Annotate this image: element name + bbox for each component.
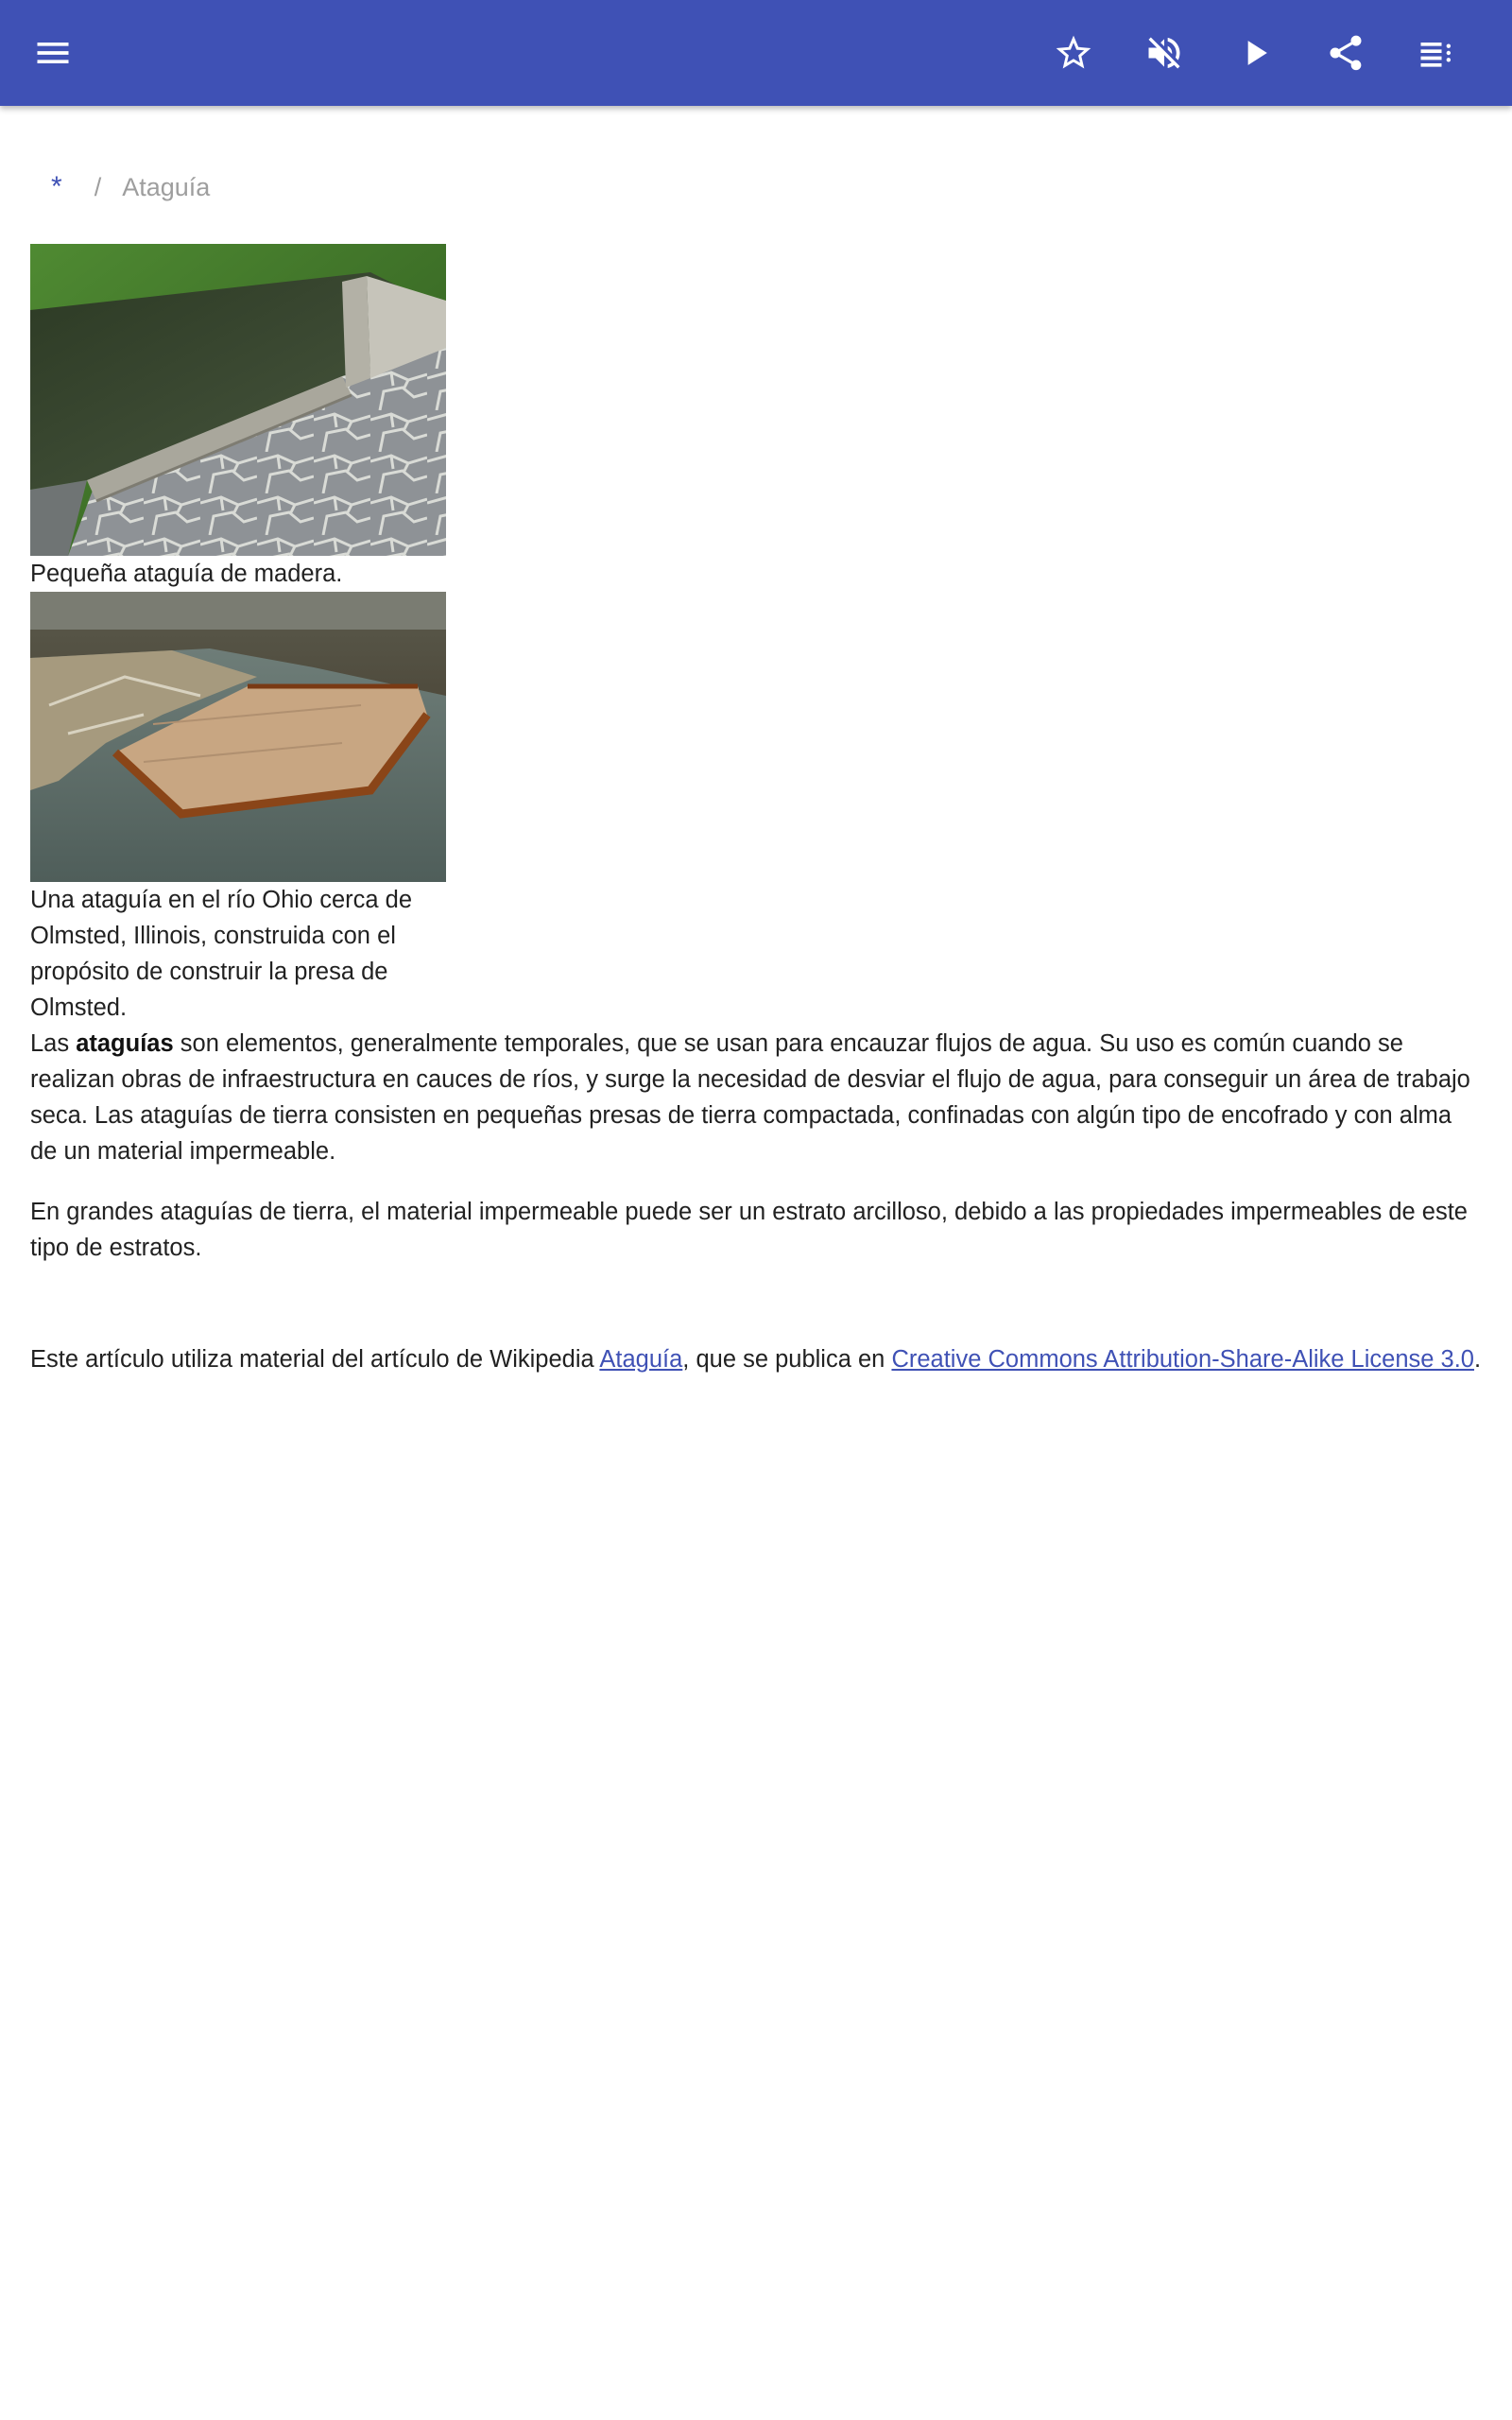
app-bar [0, 0, 1512, 106]
breadcrumb-separator: / [94, 172, 102, 201]
license-link[interactable]: Creative Commons Attribution-Share-Alike License 3.0 [891, 1346, 1474, 1373]
paragraph-text: son elementos, generalmente temporales, que se usan para encauzar flujos de agua. Su uso es común cuando se realizan obras de infraestructura en cauces de ríos, y surge la necesidad de desviar el flujo de agua, para conseguir un área de trabajo seca. Las ataguías de tierra consisten en pequeñas presas de tierra compactada, confinadas con algún tipo de encofrado y con alma de un material impermeable. [30, 1030, 1470, 1165]
playlist-icon[interactable] [1406, 23, 1467, 83]
figure-caption-1: Pequeña ataguía de madera. [30, 561, 343, 587]
volume-off-icon[interactable] [1134, 23, 1194, 83]
article-paragraph-1 [30, 1026, 1482, 1169]
breadcrumb-current: Ataguía [122, 172, 211, 201]
breadcrumb-home-link[interactable]: * [51, 171, 62, 202]
figure-wooden-cofferdam [30, 244, 446, 592]
attribution-text: . [1474, 1346, 1482, 1373]
menu-icon[interactable] [23, 23, 83, 83]
breadcrumb [30, 166, 210, 208]
article-paragraph-2: En grandes ataguías de tierra, el material impermeable puede ser un estrato arcilloso, debido a las propiedades impermeables de este tipo de estratos. [30, 1199, 1468, 1261]
wooden-cofferdam-image[interactable] [30, 244, 446, 556]
wikipedia-article-link[interactable]: Ataguía [599, 1346, 683, 1373]
star-outline-icon[interactable] [1043, 23, 1104, 83]
attribution-text: Este artículo utiliza material del artículo de Wikipedia [30, 1346, 600, 1373]
play-icon[interactable] [1225, 23, 1285, 83]
article-term-bold: ataguías [76, 1030, 174, 1057]
figure-ohio-river-cofferdam [30, 592, 446, 1026]
article-content [30, 244, 1482, 1402]
share-icon[interactable] [1315, 23, 1376, 83]
attribution-text: , que se publica en [682, 1346, 892, 1373]
ohio-river-cofferdam-image[interactable] [30, 592, 446, 882]
attribution-note [30, 1341, 1482, 1377]
figure-caption-2: Una ataguía en el río Ohio cerca de Olmsted, Illinois, construida con el propósito de construir la presa de Olmsted. [30, 887, 413, 1021]
paragraph-text: Las [30, 1030, 77, 1057]
